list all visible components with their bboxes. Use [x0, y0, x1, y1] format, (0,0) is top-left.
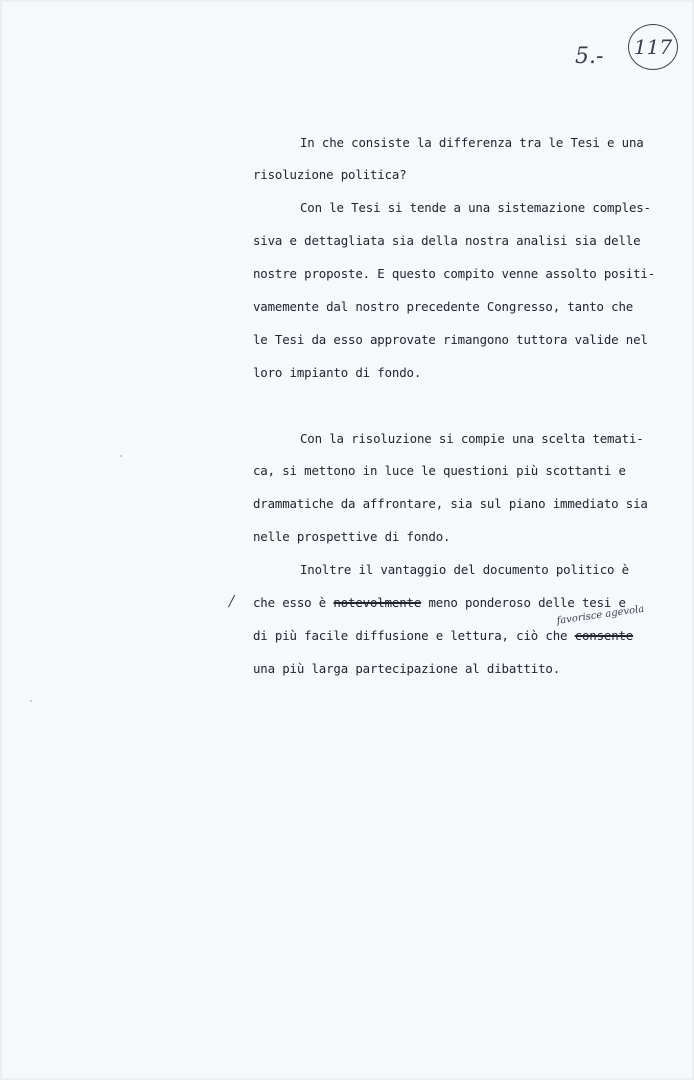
text-line: Inoltre il vantaggio del documento politico è [300, 562, 629, 577]
text-segment: meno ponderoso delle tesi e [421, 595, 626, 610]
text-line: Con la risoluzione si compie una scelta temati- [300, 431, 644, 446]
text-line: siva e dettagliata sia della nostra analisi sia delle [253, 233, 641, 248]
text-line: loro impianto di fondo. [253, 365, 422, 380]
text-line: nelle prospettive di fondo. [253, 529, 451, 544]
struck-word: notevolmente [333, 595, 422, 610]
handwritten-insertion: favorisce agevola [556, 603, 645, 627]
text-line: le Tesi da esso approvate rimangono tuttora valide nel [253, 332, 648, 347]
text-line [253, 595, 626, 610]
text-line [253, 628, 633, 643]
text-segment: che esso è [253, 595, 334, 610]
page-stamp [628, 24, 678, 70]
text-line: vamemente dal nostro precedente Congresso, tanto che [253, 299, 634, 314]
stamp-number: 117 [633, 35, 673, 59]
margin-mark: / [229, 592, 235, 610]
page-number: 5.- [575, 44, 604, 69]
text-line: nostre proposte. E questo compito venne assolto positi- [253, 266, 656, 281]
text-line: drammatiche da affrontare, sia sul piano immediato sia [253, 496, 648, 511]
paper-speck [30, 700, 32, 702]
paper-speck [120, 455, 122, 457]
text-segment: di più facile diffusione e lettura, ciò che [253, 628, 575, 643]
text-line: Con le Tesi si tende a una sistemazione comples- [300, 200, 651, 215]
text-line: In che consiste la differenza tra le Tesi e una [300, 135, 644, 150]
text-line: ca, si mettono in luce le questioni più scottanti e [253, 463, 626, 478]
struck-word: consente [574, 628, 634, 643]
text-line: risoluzione politica? [253, 167, 407, 182]
text-line: una più larga partecipazione al dibattito. [253, 661, 561, 676]
